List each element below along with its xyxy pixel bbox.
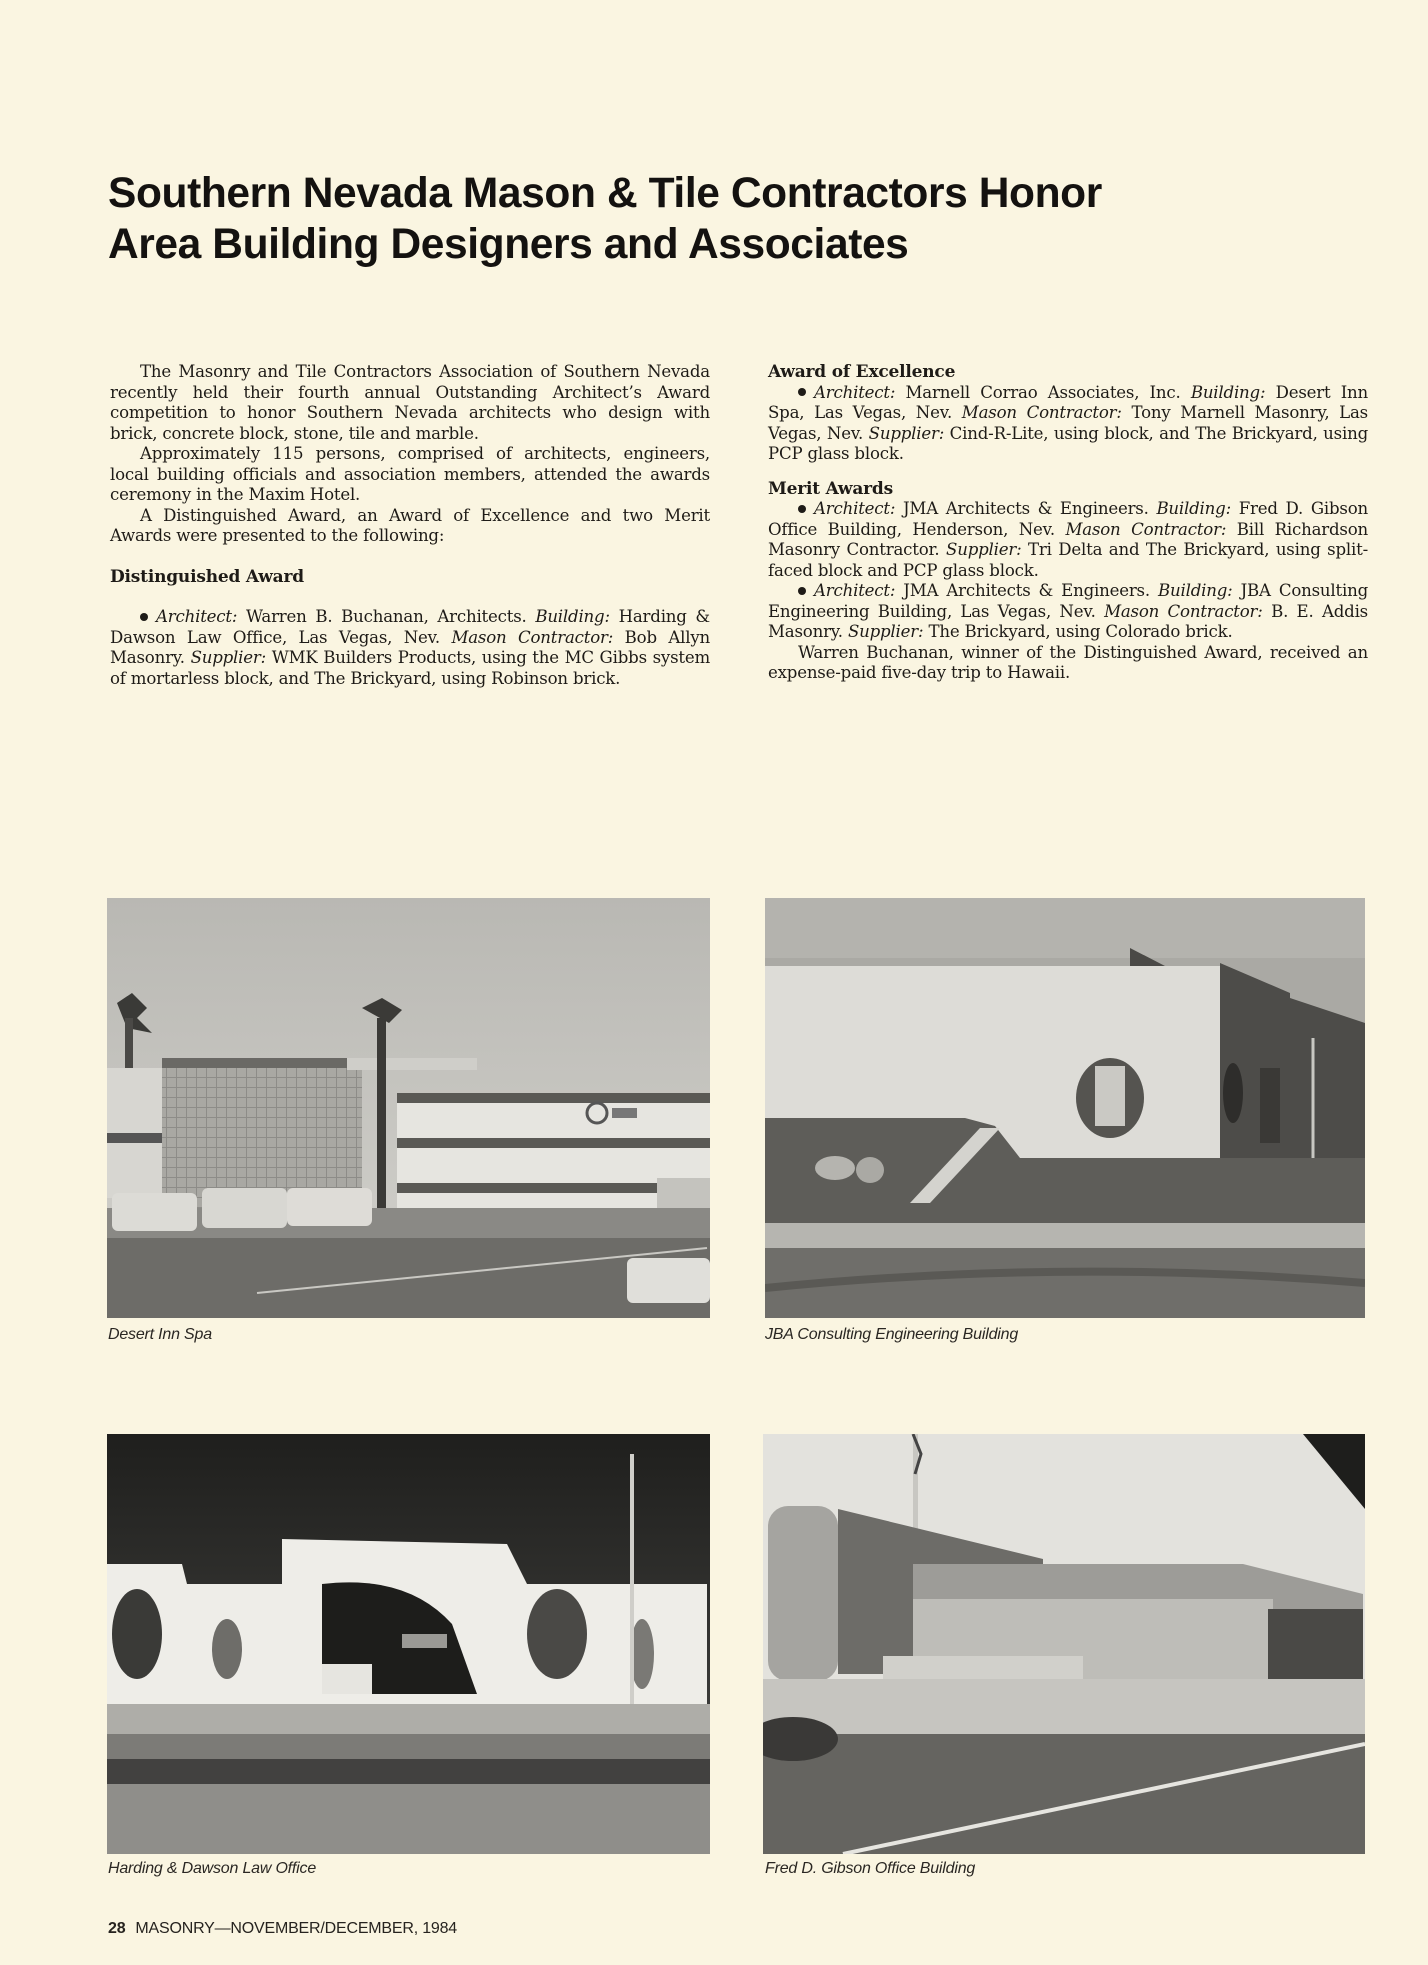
award-entry: Architect: Warren B. Buchanan, Architects. Building: Harding & Dawson Law Office, Las Vegas, Nev. Mason Contractor: Bob Allyn Masonry. Supplier: WMK Builders Products, using the MC Gibbs system of mortarless block, and The Brickyard, using Robinson brick.	[110, 607, 711, 688]
building-photo-illustration	[107, 898, 710, 1318]
bullet-icon	[798, 505, 806, 513]
left-column	[110, 362, 710, 689]
award-entry: Architect: Marnell Corrao Associates, Inc. Building: Desert Inn Spa, Las Vegas, Nev. Mason Contractor: Tony Marnell Masonry, Las Vegas, Nev. Supplier: Cind-R-Lite, using block, and The Brickyard, using PCP glass block.	[768, 382, 1369, 463]
page-number: 28	[108, 1920, 126, 1937]
photo-caption: Fred D. Gibson Office Building	[765, 1860, 976, 1877]
title-line-1: Southern Nevada Mason & Tile Contractors Honor	[108, 170, 1102, 217]
page-footer	[108, 1920, 457, 1938]
photo-fred-gibson	[763, 1434, 1365, 1854]
building-photo-illustration	[107, 1434, 710, 1854]
article-title	[108, 168, 1368, 270]
intro-paragraph: The Masonry and Tile Contractors Association of Southern Nevada recently held their fourth annual Outstanding Architect’s Award competition to honor Southern Nevada architects who design with brick, concrete block, stone, tile and marble.	[110, 362, 710, 443]
award-entry: Architect: JMA Architects & Engineers. Building: Fred D. Gibson Office Building, Henderson, Nev. Mason Contractor: Bill Richardson Masonry Contractor. Supplier: Tri Delta and The Brickyard, using split-faced block and PCP glass block.	[768, 499, 1369, 580]
merit-awards-heading: Merit Awards	[768, 478, 893, 499]
right-column	[768, 362, 1368, 684]
bullet-icon	[798, 587, 806, 595]
bullet-icon	[140, 613, 148, 621]
photo-caption: Harding & Dawson Law Office	[108, 1860, 317, 1877]
intro-paragraph: A Distinguished Award, an Award of Excellence and two Merit Awards were presented to the following:	[110, 505, 710, 545]
photo-desert-inn-spa	[107, 898, 710, 1318]
closing-paragraph: Warren Buchanan, winner of the Distinguished Award, received an expense-paid five-day trip to Hawaii.	[768, 642, 1368, 682]
award-entry: Architect: JMA Architects & Engineers. Building: JBA Consulting Engineering Building, Las Vegas, Nev. Mason Contractor: B. E. Addis Masonry. Supplier: The Brickyard, using Colorado brick.	[768, 581, 1369, 641]
building-photo-illustration	[765, 898, 1365, 1318]
excellence-award-heading: Award of Excellence	[768, 362, 956, 382]
publication-line: MASONRY—NOVEMBER/DECEMBER, 1984	[135, 1920, 457, 1937]
title-line-2: Area Building Designers and Associates	[108, 221, 909, 268]
building-photo-illustration	[763, 1434, 1365, 1854]
photo-jba-consulting	[765, 898, 1365, 1318]
photo-caption: Desert Inn Spa	[108, 1326, 212, 1343]
photo-harding-dawson	[107, 1434, 710, 1854]
bullet-icon	[798, 388, 806, 396]
distinguished-award-heading: Distinguished Award	[110, 566, 304, 587]
photo-caption: JBA Consulting Engineering Building	[765, 1326, 1019, 1343]
intro-paragraph: Approximately 115 persons, comprised of architects, engineers, local building officials and association members, attended the awards ceremony in the Maxim Hotel.	[110, 444, 710, 504]
